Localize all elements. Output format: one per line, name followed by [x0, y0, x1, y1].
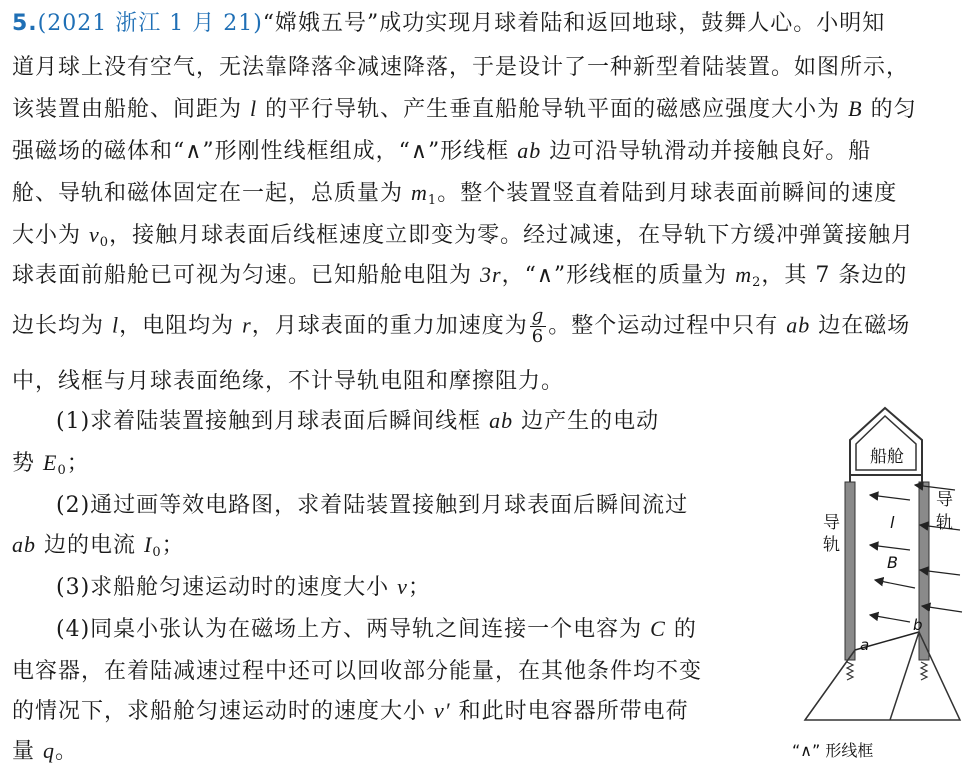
- field-arrow: [875, 580, 915, 588]
- problem-number: 5.: [12, 11, 38, 36]
- question-4-line-3: 的情况下，求船舱匀速运动时的速度大小 v′ 和此时电容器所带电荷: [12, 698, 689, 724]
- problem-line-3: 该装置由船舱、间距为 l 的平行导轨、产生垂直船舱导轨平面的磁感应强度大小为 B 的匀: [12, 96, 917, 122]
- cabin-label: 船舱: [870, 447, 904, 467]
- a-label: a: [860, 636, 870, 654]
- problem-line-2: 道月球上没有空气，无法靠降落伞减速降落，于是设计了一种新型着陆装置。如图所示，: [12, 55, 910, 80]
- right-spring: [921, 662, 927, 680]
- problem-line-4: 强磁场的磁体和“∧”形刚性线框组成，“∧”形线框 ab 边可沿导轨滑动并接触良好。船: [12, 138, 872, 164]
- rail-left-label-2: 轨: [823, 535, 840, 555]
- question-4: (4)同桌小张认为在磁场上方、两导轨之间连接一个电容为 C 的: [56, 616, 697, 642]
- question-1-cont: 势 $E_0$；: [12, 450, 90, 478]
- left-rail: [845, 482, 855, 660]
- rail-left-label-1: 导: [823, 513, 840, 533]
- problem-line-5: 舱、导轨和磁体固定在一起，总质量为 $m_1$。整个装置竖直着陆到月球表面前瞬间的速度: [12, 180, 898, 208]
- problem-line-8: 边长均为 l，电阻均为 r，月球表面的重力加速度为 $\frac{g}{6}$ 。整个运动过程中只有 ab 边在磁场: [12, 305, 911, 347]
- question-2-cont: ab 边的电流 $I_0$；: [12, 532, 185, 560]
- problem-line-9: 中，线框与月球表面绝缘，不计导轨电阻和摩擦阻力。: [12, 369, 565, 394]
- question-4-line-2: 电容器，在着陆减速过程中还可以回收部分能量，在其他条件均不变: [12, 659, 703, 684]
- b-label: b: [913, 616, 923, 634]
- problem-line-6: 大小为 $v_0$，接触月球表面后线框速度立即变为零。经过减速，在导轨下方缓冲弹簧接触月: [12, 222, 915, 250]
- l-label: l: [890, 513, 895, 532]
- question-1: (1)求着陆装置接触到月球表面后瞬间线框 ab 边产生的电动: [56, 408, 660, 434]
- question-3: (3)求船舱匀速运动时的速度大小 v；: [56, 574, 431, 600]
- field-arrow: [870, 615, 910, 622]
- field-arrow: [870, 495, 910, 500]
- landing-device-figure: [790, 400, 976, 764]
- problem-line-7: 球表面前船舱已可视为匀速。已知船舱电阻为 3r，“∧”形线框的质量为 $m_2$，其 7 条边的: [12, 262, 908, 290]
- rail-right-label-2: 轨: [936, 513, 953, 533]
- problem-source: (2021 浙江 1 月 21): [37, 11, 263, 36]
- question-4-line-4: 量 q。: [12, 738, 79, 764]
- field-arrow: [870, 545, 910, 550]
- rail-right-label-1: 导: [936, 490, 953, 510]
- lambda-frame: [805, 632, 960, 720]
- problem-line-1: 5.(2021 浙江 1 月 21)“嫦娥五号”成功实现月球着陆和返回地球，鼓舞人心。小明知: [12, 11, 886, 36]
- left-spring: [847, 662, 853, 680]
- fraction-g-over-6: $\frac{g}{6}$: [531, 305, 545, 347]
- figure-caption: “∧” 形线框: [792, 741, 874, 760]
- B-label: B: [887, 553, 898, 572]
- question-2: (2)通过画等效电路图，求着陆装置接触到月球表面后瞬间流过: [56, 493, 689, 518]
